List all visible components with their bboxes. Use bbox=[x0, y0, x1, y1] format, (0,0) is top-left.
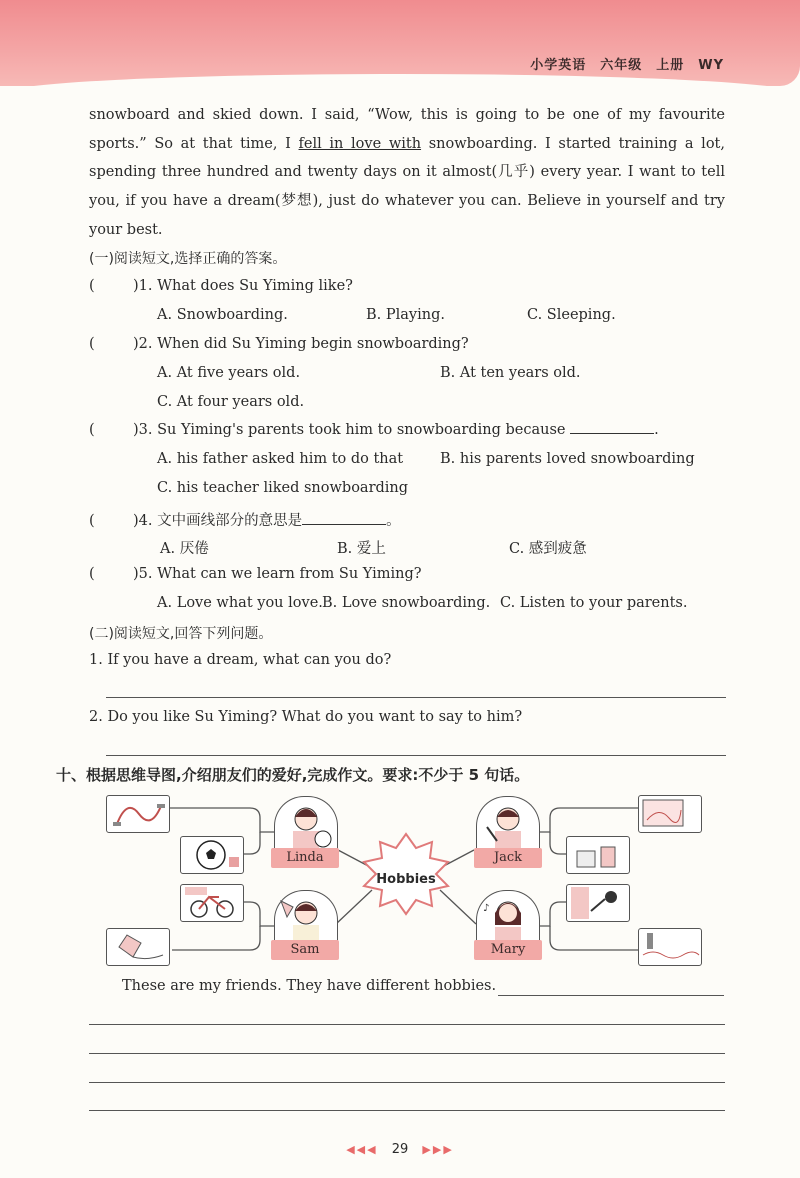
q1-option-a: A. Snowboarding. bbox=[157, 307, 288, 323]
q5-option-a: A. Love what you love. bbox=[157, 595, 323, 611]
q4-stem: 4. 文中画线部分的意思是 bbox=[138, 513, 303, 529]
section2-q1: 1. If you have a dream, what can you do? bbox=[89, 652, 392, 668]
bicycle-picture bbox=[180, 884, 244, 922]
section10-title: 十、根据思维导图,介绍朋友们的爱好,完成作文。要求:不少于 5 句话。 bbox=[56, 766, 530, 784]
q1-row: ( )1. What does Su Yiming like? bbox=[89, 278, 353, 294]
swimming-picture bbox=[638, 928, 702, 966]
q5-stem: 5. What can we learn from Su Yiming? bbox=[138, 566, 422, 582]
answer-line-2[interactable] bbox=[106, 755, 726, 756]
composition-line-1[interactable] bbox=[89, 1024, 725, 1025]
mind-map-center-label: Hobbies bbox=[376, 872, 436, 887]
passage-text-after: snowboarding. I started training a lot, spending three hundred and twenty days on it almost(几乎) every year. I want to tell you, if you have a dream(梦想), just do whatever you can. Believe in yourself and try your best. bbox=[89, 135, 725, 238]
passage-underlined: fell in love with bbox=[298, 135, 422, 152]
passage-text-before: snowboard and skied down. I said, “Wow, this is going to be one of my favourite sports.” So at that time, I bbox=[89, 107, 725, 152]
q5-row: ( )5. What can we learn from Su Yiming? bbox=[89, 566, 422, 582]
footer-right-arrows: ▶▶▶ bbox=[422, 1143, 454, 1156]
header-subject: 小学英语 bbox=[530, 58, 587, 73]
header-band bbox=[0, 0, 800, 86]
page-number: 29 bbox=[391, 1142, 409, 1157]
composition-line-2[interactable] bbox=[89, 1053, 725, 1054]
q3-option-b: B. his parents loved snowboarding bbox=[440, 451, 695, 467]
painting-picture bbox=[638, 795, 702, 833]
composition-line-3[interactable] bbox=[89, 1082, 725, 1083]
mind-map bbox=[100, 790, 720, 968]
footer-left-arrows: ◀◀◀ bbox=[346, 1143, 378, 1156]
linda-avatar bbox=[274, 796, 338, 855]
q2-row: ( )2. When did Su Yiming begin snowboarding? bbox=[89, 336, 469, 352]
page-footer bbox=[0, 1142, 800, 1157]
composition-starter: These are my friends. They have different hobbies. bbox=[122, 978, 497, 994]
q5-option-b: B. Love snowboarding. bbox=[322, 595, 491, 611]
q3-blank[interactable] bbox=[570, 432, 654, 434]
reading-passage bbox=[89, 101, 725, 245]
q4-option-b: B. 爱上 bbox=[337, 541, 386, 557]
header-grade: 六年级 bbox=[600, 58, 643, 73]
header-label bbox=[530, 54, 724, 73]
football-picture bbox=[180, 836, 244, 874]
kite-picture bbox=[106, 928, 170, 966]
q2-stem: 2. When did Su Yiming begin snowboarding? bbox=[138, 336, 469, 352]
q3-row: ( )3. Su Yiming's parents took him to snowboarding because . bbox=[89, 422, 659, 438]
q4-option-c: C. 感到疲惫 bbox=[509, 541, 587, 557]
header-edition: WY bbox=[698, 58, 724, 73]
q3-option-a: A. his father asked him to do that bbox=[157, 451, 404, 467]
friend-name-sam: Sam bbox=[271, 940, 339, 960]
q3-stem: 3. Su Yiming's parents took him to snowboarding because bbox=[138, 422, 566, 438]
q2-option-a: A. At five years old. bbox=[157, 365, 301, 381]
q1-stem: 1. What does Su Yiming like? bbox=[138, 278, 353, 294]
composition-line-0[interactable] bbox=[498, 995, 724, 996]
microphone-picture bbox=[566, 884, 630, 922]
section2-q2: 2. Do you like Su Yiming? What do you want to say to him? bbox=[89, 709, 523, 725]
q4-blank[interactable] bbox=[302, 523, 386, 525]
section1-title: (一)阅读短文,选择正确的答案。 bbox=[89, 251, 287, 267]
q4-row: ( )4. 文中画线部分的意思是 。 bbox=[89, 513, 401, 529]
q2-option-c: C. At four years old. bbox=[157, 394, 305, 410]
q3-option-c: C. his teacher liked snowboarding bbox=[157, 480, 409, 496]
q1-option-c: C. Sleeping. bbox=[527, 307, 616, 323]
svg-text:♪: ♪ bbox=[483, 903, 490, 914]
q4-option-a: A. 厌倦 bbox=[160, 541, 209, 557]
friend-name-mary: Mary bbox=[474, 940, 542, 960]
jack-avatar bbox=[476, 796, 540, 855]
friend-name-linda: Linda bbox=[271, 848, 339, 868]
q5-option-c: C. Listen to your parents. bbox=[500, 595, 688, 611]
composition-line-4[interactable] bbox=[89, 1110, 725, 1111]
jump-rope-picture bbox=[106, 795, 170, 833]
q1-option-b: B. Playing. bbox=[366, 307, 445, 323]
cooking-picture bbox=[566, 836, 630, 874]
friend-name-jack: Jack bbox=[474, 848, 542, 868]
section2-title: (二)阅读短文,回答下列问题。 bbox=[89, 626, 273, 642]
answer-line-1[interactable] bbox=[106, 697, 726, 698]
header-volume: 上册 bbox=[656, 58, 685, 73]
q2-option-b: B. At ten years old. bbox=[440, 365, 581, 381]
